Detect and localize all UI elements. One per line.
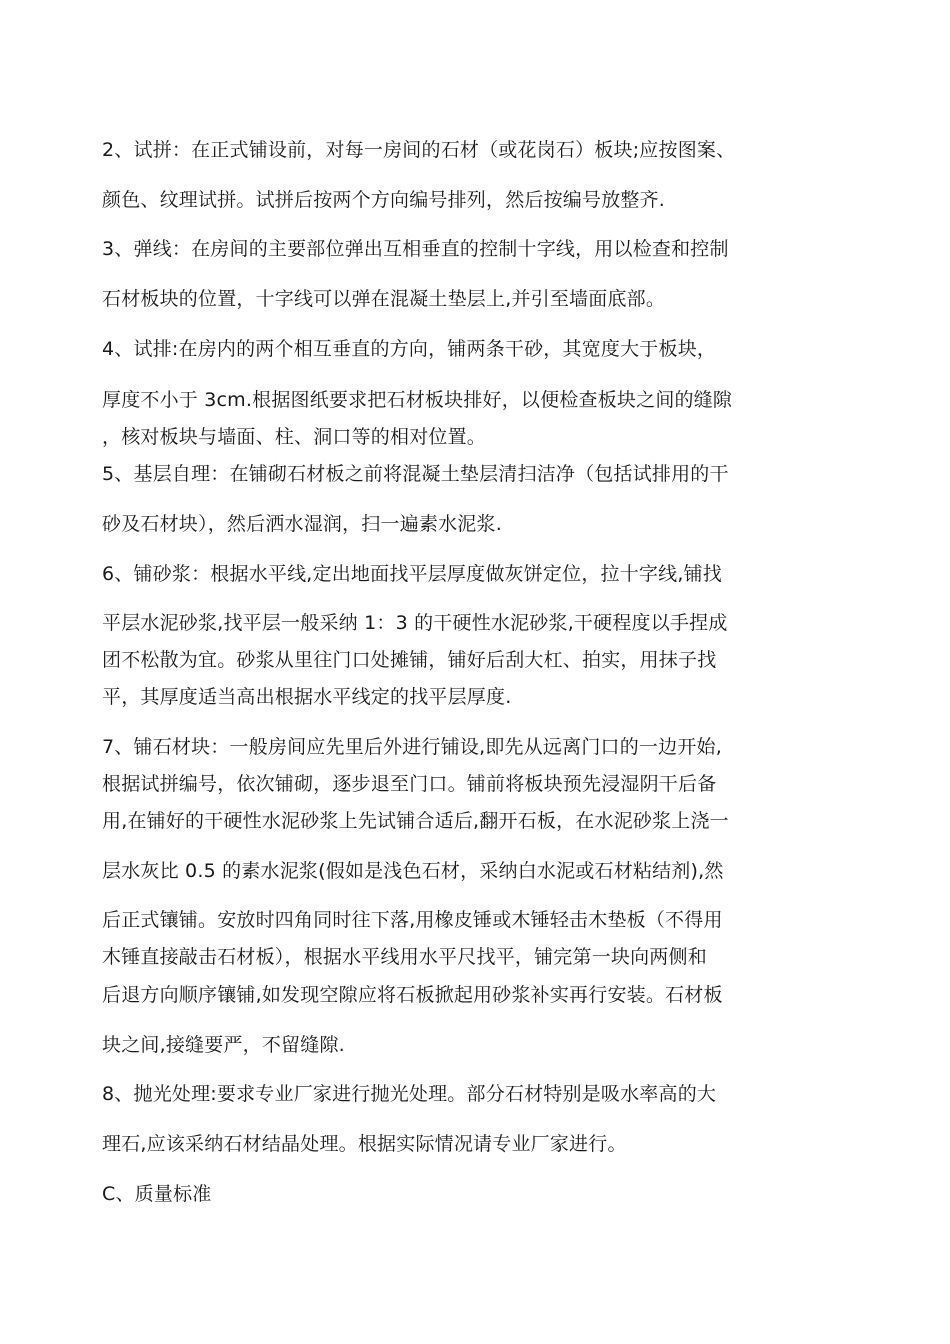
text-line: 后正式镶铺。安放时四角同时往下落,用橡皮锤或木锤轻击木垫板（不得用 (102, 909, 723, 931)
text-line: 厚度不小于 3cm.根据图纸要求把石材板块排好，以便检查板块之间的缝隙 (102, 389, 733, 411)
text-line: ，核对板块与墙面、柱、洞口等的相对位置。 (102, 426, 487, 448)
text-line: 木锤直接敲击石材板），根据水平线用水平尺找平，铺完第一块向两侧和 (102, 946, 707, 968)
text-line: 根据试拼编号，依次铺砌，逐步退至门口。铺前将板块预先浸湿阴干后备 (102, 773, 717, 795)
text-line: 块之间,接缝要严，不留缝隙. (102, 1034, 345, 1056)
text-line: 7、铺石材块：一般房间应先里后外进行铺设,即先从远离门口的一边开始, (102, 736, 722, 758)
text-line: 用,在铺好的干硬性水泥砂浆上先试铺合适后,翻开石板，在水泥砂浆上浇一 (102, 810, 729, 832)
text-line: 5、基层自理：在铺砌石材板之前将混凝土垫层清扫洁净（包括试排用的干 (102, 463, 729, 485)
text-line: 8、抛光处理:要求专业厂家进行抛光处理。部分石材特别是吸水率高的大 (102, 1083, 717, 1105)
text-line: 砂及石材块），然后洒水湿润，扫一遍素水泥浆. (102, 513, 502, 535)
text-line: 平，其厚度适当高出根据水平线定的找平层厚度. (102, 686, 512, 708)
text-line: 理石,应该采纳石材结晶处理。根据实际情况请专业厂家进行。 (102, 1133, 627, 1155)
text-line: 团不松散为宜。砂浆从里往门口处摊铺，铺好后刮大杠、拍实，用抹子找 (102, 649, 717, 671)
section-heading: C、质量标准 (102, 1183, 212, 1205)
text-line: 4、试排:在房内的两个相互垂直的方向，铺两条干砂，其宽度大于板块， (102, 338, 717, 360)
text-line: 颜色、纹理试拼。试拼后按两个方向编号排列，然后按编号放整齐. (102, 189, 666, 211)
text-line: 6、铺砂浆：根据水平线,定出地面找平层厚度做灰饼定位，拉十字线,铺找 (102, 563, 722, 585)
text-line: 平层水泥砂浆,找平层一般采纳 1：3 的干硬性水泥砂浆,干硬程度以手捏成 (102, 612, 728, 634)
text-line: 层水灰比 0.5 的素水泥浆(假如是浅色石材，采纳白水泥或石材粘结剂),然 (102, 860, 724, 882)
text-line: 后退方向顺序镶铺,如发现空隙应将石板掀起用砂浆补实再行安装。石材板 (102, 984, 723, 1006)
text-line: 2、试拼：在正式铺设前，对每一房间的石材（或花岗石）板块;应按图案、 (102, 139, 736, 161)
text-line: 3、弹线：在房间的主要部位弹出互相垂直的控制十字线，用以检查和控制 (102, 238, 729, 260)
text-line: 石材板块的位置，十字线可以弹在混凝土垫层上,并引至墙面底部。 (102, 288, 666, 310)
